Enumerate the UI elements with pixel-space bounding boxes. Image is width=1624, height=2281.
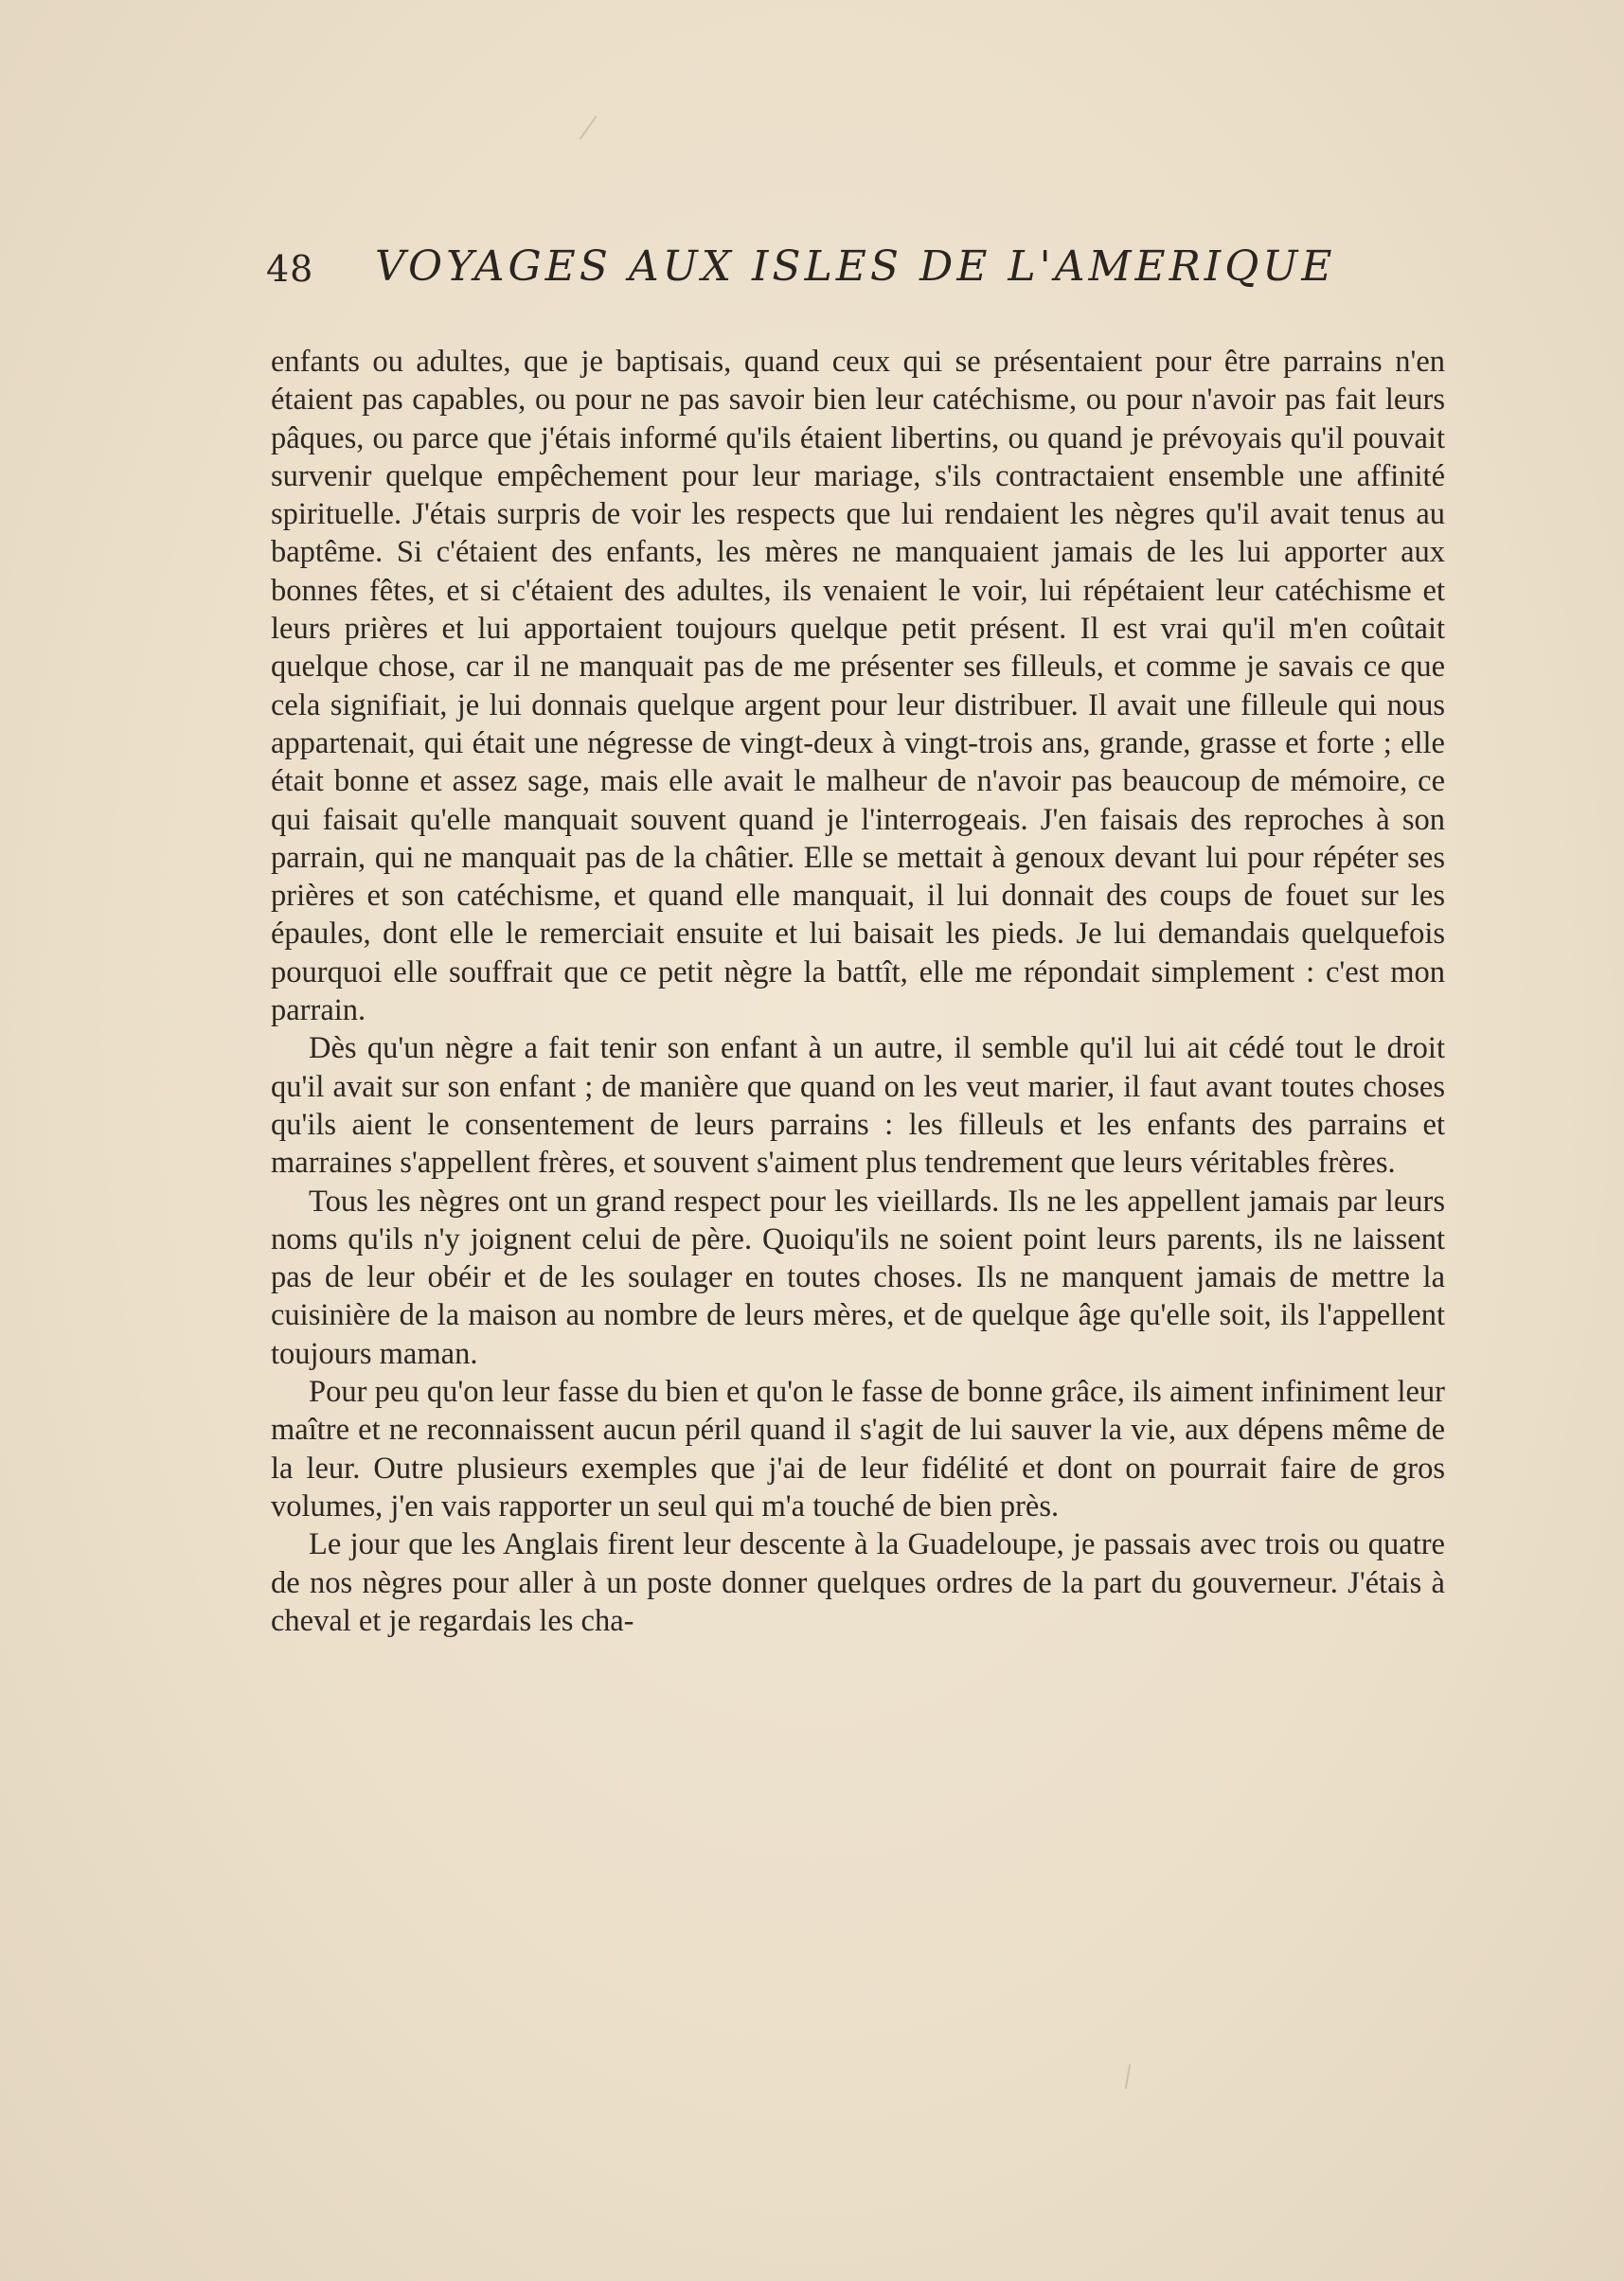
paragraph: enfants ou adultes, que je baptisais, quand ceux qui se présentaient pour être parrains n'en étaient pas capables, ou pour ne pas savoir bien leur catéchisme, ou pour n'avoir pas fait leurs pâques, ou parce que j'étais informé qu'ils étaient libertins, ou quand je prévoyais qu'il pouvait survenir quelque empêchement pour leur mariage, s'ils contractaient ensemble une affinité spirituelle. J'étais surpris de voir les respects que lui rendaient les nègres qu'il avait tenus au baptême. Si c'étaient des enfants, les mères ne manquaient jamais de les lui apporter aux bonnes fêtes, et si c'étaient des adultes, ils venaient le voir, lui répétaient leur catéchisme et leurs prières et lui apportaient toujours quelque petit présent. Il est vrai qu'il m'en coûtait quelque chose, car il ne manquait pas de me présenter ses filleuls, et comme je savais ce que cela signifiait, je lui donnais quelque argent pour leur distribuer. Il avait une filleule qui nous appartenait, qui était une négresse de vingt-deux à vingt-trois ans, grande, grasse et forte ; elle était bonne et assez sage, mais elle avait le malheur de n'avoir pas beaucoup de mémoire, ce qui faisait qu'elle manquait souvent quand je l'interrogeais. J'en faisais des reproches à son parrain, qui ne manquait pas de la châtier. Elle se mettait à genoux devant lui pour répéter ses prières et son catéchisme, et quand elle manquait, il lui donnait des coups de fouet sur les épaules, dont elle le remerciait ensuite et lui baisait les pieds. Je lui demandais quelquefois pourquoi elle souffrait que ce petit nègre la battît, elle me répondait simplement : c'est mon parrain. bbox=[271, 345, 1445, 1028]
paragraph: Dès qu'un nègre a fait tenir son enfant à un autre, il semble qu'il lui ait cédé tout le droit qu'il avait sur son enfant ; de manière que quand on les veut marier, il faut avant toutes choses qu'ils aient le consentement de leurs parrains : les filleuls et les enfants des parrains et marraines s'appellent frères, et souvent s'aiment plus tendrement que leurs véritables frères. bbox=[271, 1031, 1445, 1181]
paragraph: Le jour que les Anglais firent leur descente à la Guadeloupe, je passais avec trois ou quatre de nos nègres pour aller à un poste donner quelques ordres de la part du gouverneur. J'étais à cheval et je regardais les cha- bbox=[271, 1527, 1445, 1638]
paper-blemish bbox=[1125, 2064, 1131, 2089]
page-number: 48 bbox=[266, 248, 314, 290]
paper-blemish bbox=[580, 116, 598, 140]
paragraph: Tous les nègres ont un grand respect pour les vieillards. Ils ne les appellent jamais par leurs noms qu'ils n'y joignent celui de père. Quoiqu'ils ne soient point leurs parents, ils ne laissent pas de leur obéir et de les soulager en toutes choses. Ils ne manquent jamais de mettre la cuisinière de la maison au nombre de leurs mères, et de quelque âge qu'elle soit, ils l'appellent toujours maman. bbox=[271, 1184, 1445, 1371]
body-text bbox=[271, 343, 1445, 1640]
page-header bbox=[266, 239, 1440, 305]
paragraph: Pour peu qu'on leur fasse du bien et qu'on le fasse de bonne grâce, ils aiment infiniment leur maître et ne reconnaissent aucun péril quand il s'agit de lui sauver la vie, aux dépens même de la leur. Outre plusieurs exemples que j'ai de leur fidélité et dont on pourrait faire de gros volumes, j'en vais rapporter un seul qui m'a touché de bien près. bbox=[271, 1375, 1445, 1524]
running-title: VOYAGES AUX ISLES DE L'AMERIQUE bbox=[375, 242, 1336, 291]
